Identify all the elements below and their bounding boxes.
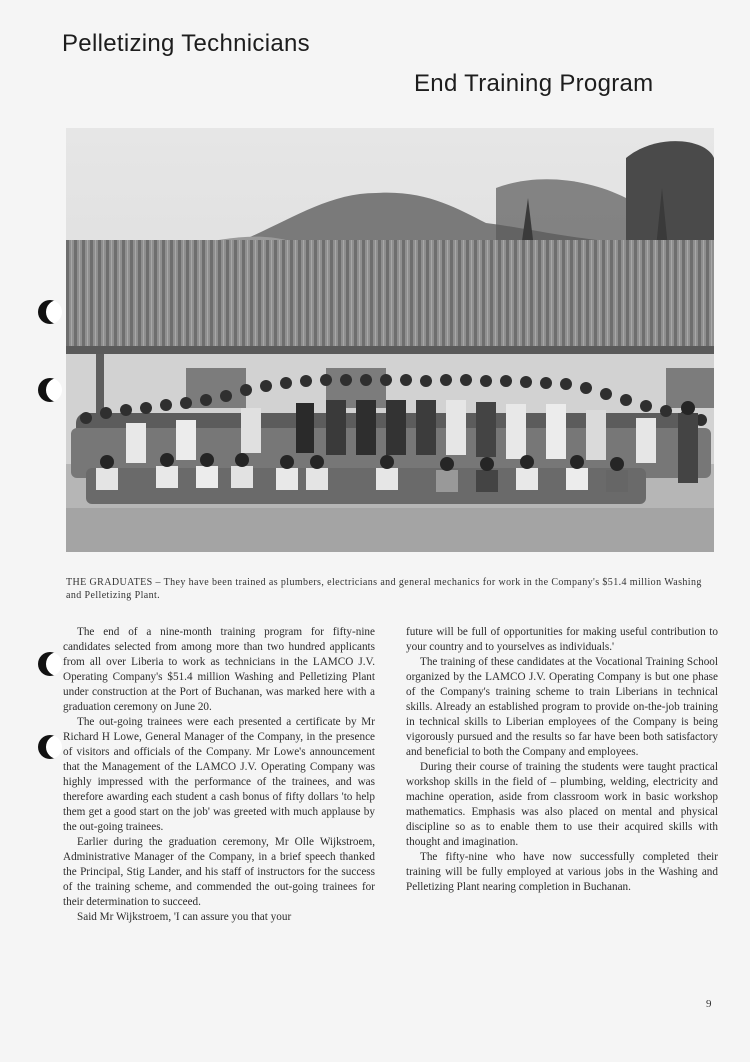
binder-hole bbox=[38, 378, 62, 402]
graduates-group-photo bbox=[66, 128, 714, 552]
photo-illustration bbox=[66, 128, 714, 552]
article-paragraph: The training of these candidates at the Vocational Training School organized by the LAMCO J.V. Operating Company is but one phase of the Company's training scheme to train Liberians in technical skills. Already an established program to provide on-the-job training in technical skills to Liberian employees of the Company is being vigorously pursued and the results so far have been both satisfactory and beneficial to both the Company and employees. bbox=[406, 656, 718, 758]
binder-hole bbox=[38, 300, 62, 324]
binder-hole bbox=[38, 735, 62, 759]
article-column-right bbox=[406, 625, 718, 895]
headline-line-1: Pelletizing Technicians bbox=[62, 30, 310, 57]
article-paragraph: The out-going trainees were each presented a certificate by Mr Richard H Lowe, General Manager of the Company, in the presence of visitors and officials of the Company. Mr Lowe's announcement that the Management of the LAMCO J.V. Operating Company was highly impressed with the performance of the trainees, and was therefore awarding each student a cash bonus of fifty dollars 'to help them get a good start on the job' was greeted with much applause by the out-going trainees. bbox=[63, 716, 375, 833]
article-paragraph: Said Mr Wijkstroem, 'I can assure you that your bbox=[77, 911, 292, 923]
article-paragraph: Earlier during the graduation ceremony, Mr Olle Wijkstroem, Administrative Manager of the Company, in a brief speech thanked the Principal, Stig Lander, and his staff of instructors for the success of the training scheme, and commended the out-going trainees for their determination to succeed. bbox=[63, 836, 375, 908]
headline-line-2: End Training Program bbox=[414, 70, 654, 97]
article-column-left bbox=[63, 625, 375, 925]
article-paragraph: future will be full of opportunities for making useful contribution to your country and to yourselves as individuals.' bbox=[406, 626, 718, 653]
article-paragraph: The end of a nine-month training program for fifty-nine candidates selected from among more than two hundred applicants from all over Liberia to work as technicians in the LAMCO J.V. Operating Company's $51.4 million Washing and Pelletizing Plant under construction at the Port of Buchanan, was marked here with a graduation ceremony on June 20. bbox=[63, 626, 375, 713]
article-paragraph: The fifty-nine who have now successfully completed their training will be fully employed at various jobs in the Washing and Pelletizing Plant nearing completion in Buchanan. bbox=[406, 851, 718, 893]
page-number: 9 bbox=[706, 998, 712, 1010]
photo-caption: THE GRADUATES – They have been trained as plumbers, electricians and general mechanics for work in the Company's $51.4 million Washing and Pelletizing Plant. bbox=[66, 577, 702, 601]
article-paragraph: During their course of training the students were taught practical workshop skills in the field of – plumbing, welding, electricity and machine operation, aside from classroom work in basic workshop mathematics. Emphasis was also placed on mental and physical discipline so as to enable them to use their acquired skills with thought and imagination. bbox=[406, 761, 718, 848]
binder-hole bbox=[38, 652, 62, 676]
